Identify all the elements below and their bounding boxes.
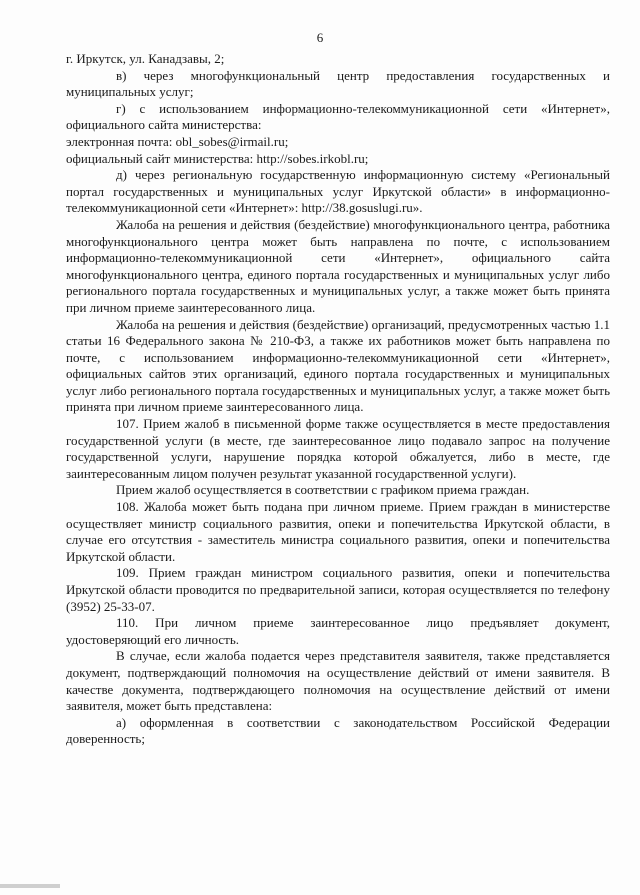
page-number: 6 [316, 30, 324, 45]
paragraph-mfc-complaint: Жалоба на решения и действия (бездействие) многофункционального центра, работника многофункционального центра может быть направлена по почте, с использованием информационно-телекоммуникационной сети «Интернет», официального сайта многофункционального центра, единого портала государственных и муниципальных услуг либо регионального портала государственных и муниципальных услуг, а также может быть принята при личном приеме заинтересованного лица. [66, 216, 610, 315]
paragraph-item-d: д) через региональную государственную информационную систему «Региональный портал государственных и муниципальных услуг Иркутской области» в информационно-телекоммуникационной сети «Интернет»: http://38.gosuslugi.ru». [66, 167, 610, 216]
paragraph-109: 109. Прием граждан министром социального развития, опеки и попечительства Иркутской области проводится по предварительной записи, которая осуществляется по телефону (3952) 25-33-07. [66, 565, 610, 614]
paragraph-schedule: Прием жалоб осуществляется в соответствии с графиком приема граждан. [116, 482, 530, 498]
paragraph-representative: В случае, если жалоба подается через представителя заявителя, также представляется документ, подтверждающий полномочия на осуществление действий от имени заявителя. В качестве документа, подтверждающего полномочия на осуществление действий от имени заявителя, может быть представлена: [66, 648, 610, 714]
document-body [66, 51, 610, 748]
paragraph-item-a: а) оформленная в соответствии с законодательством Российской Федерации доверенность; [66, 714, 610, 747]
paragraph-107: 107. Прием жалоб в письменной форме также осуществляется в месте предоставления государственной услуги (в месте, где заинтересованное лицо подавало запрос на получение государственной услуги, нарушение порядка которой обжалуется, либо в месте, где заинтересованным лицом получен результат указанной государственной услуги). [66, 416, 610, 481]
scan-artifact [0, 884, 60, 888]
email-line: электронная почта: obl_sobes@irmail.ru; [66, 133, 289, 149]
paragraph-organizations-complaint: Жалоба на решения и действия (бездействие) организаций, предусмотренных частью 1.1 статьи 16 Федерального закона № 210-ФЗ, а также их работников может быть направлена по почте, с использованием информационно-телекоммуникационной сети «Интернет», официальных сайтов этих организаций, единого портала государственных и муниципальных услуг либо регионального портала государственных и муниципальных услуг, а также может быть принята при личном приеме заинтересованного лица. [66, 316, 610, 415]
paragraph-108: 108. Жалоба может быть подана при личном приеме. Прием граждан в министерстве осуществляет министр социального развития, опеки и попечительства Иркутской области, в случае его отсутствия - заместитель министра социального развития, опеки и попечительства Иркутской области. [66, 499, 610, 564]
paragraph-item-g: г) с использованием информационно-телекоммуникационной сети «Интернет», официального сайта министерства: [66, 100, 610, 133]
paragraph-110: 110. При личном приеме заинтересованное лицо предъявляет документ, удостоверяющий его личность. [66, 615, 610, 647]
paragraph-item-v: в) через многофункциональный центр предоставления государственных и муниципальных услуг; [66, 67, 610, 100]
address-line: г. Иркутск, ул. Канадзавы, 2; [66, 51, 225, 66]
website-line: официальный сайт министерства: http://sobes.irkobl.ru; [66, 150, 369, 166]
